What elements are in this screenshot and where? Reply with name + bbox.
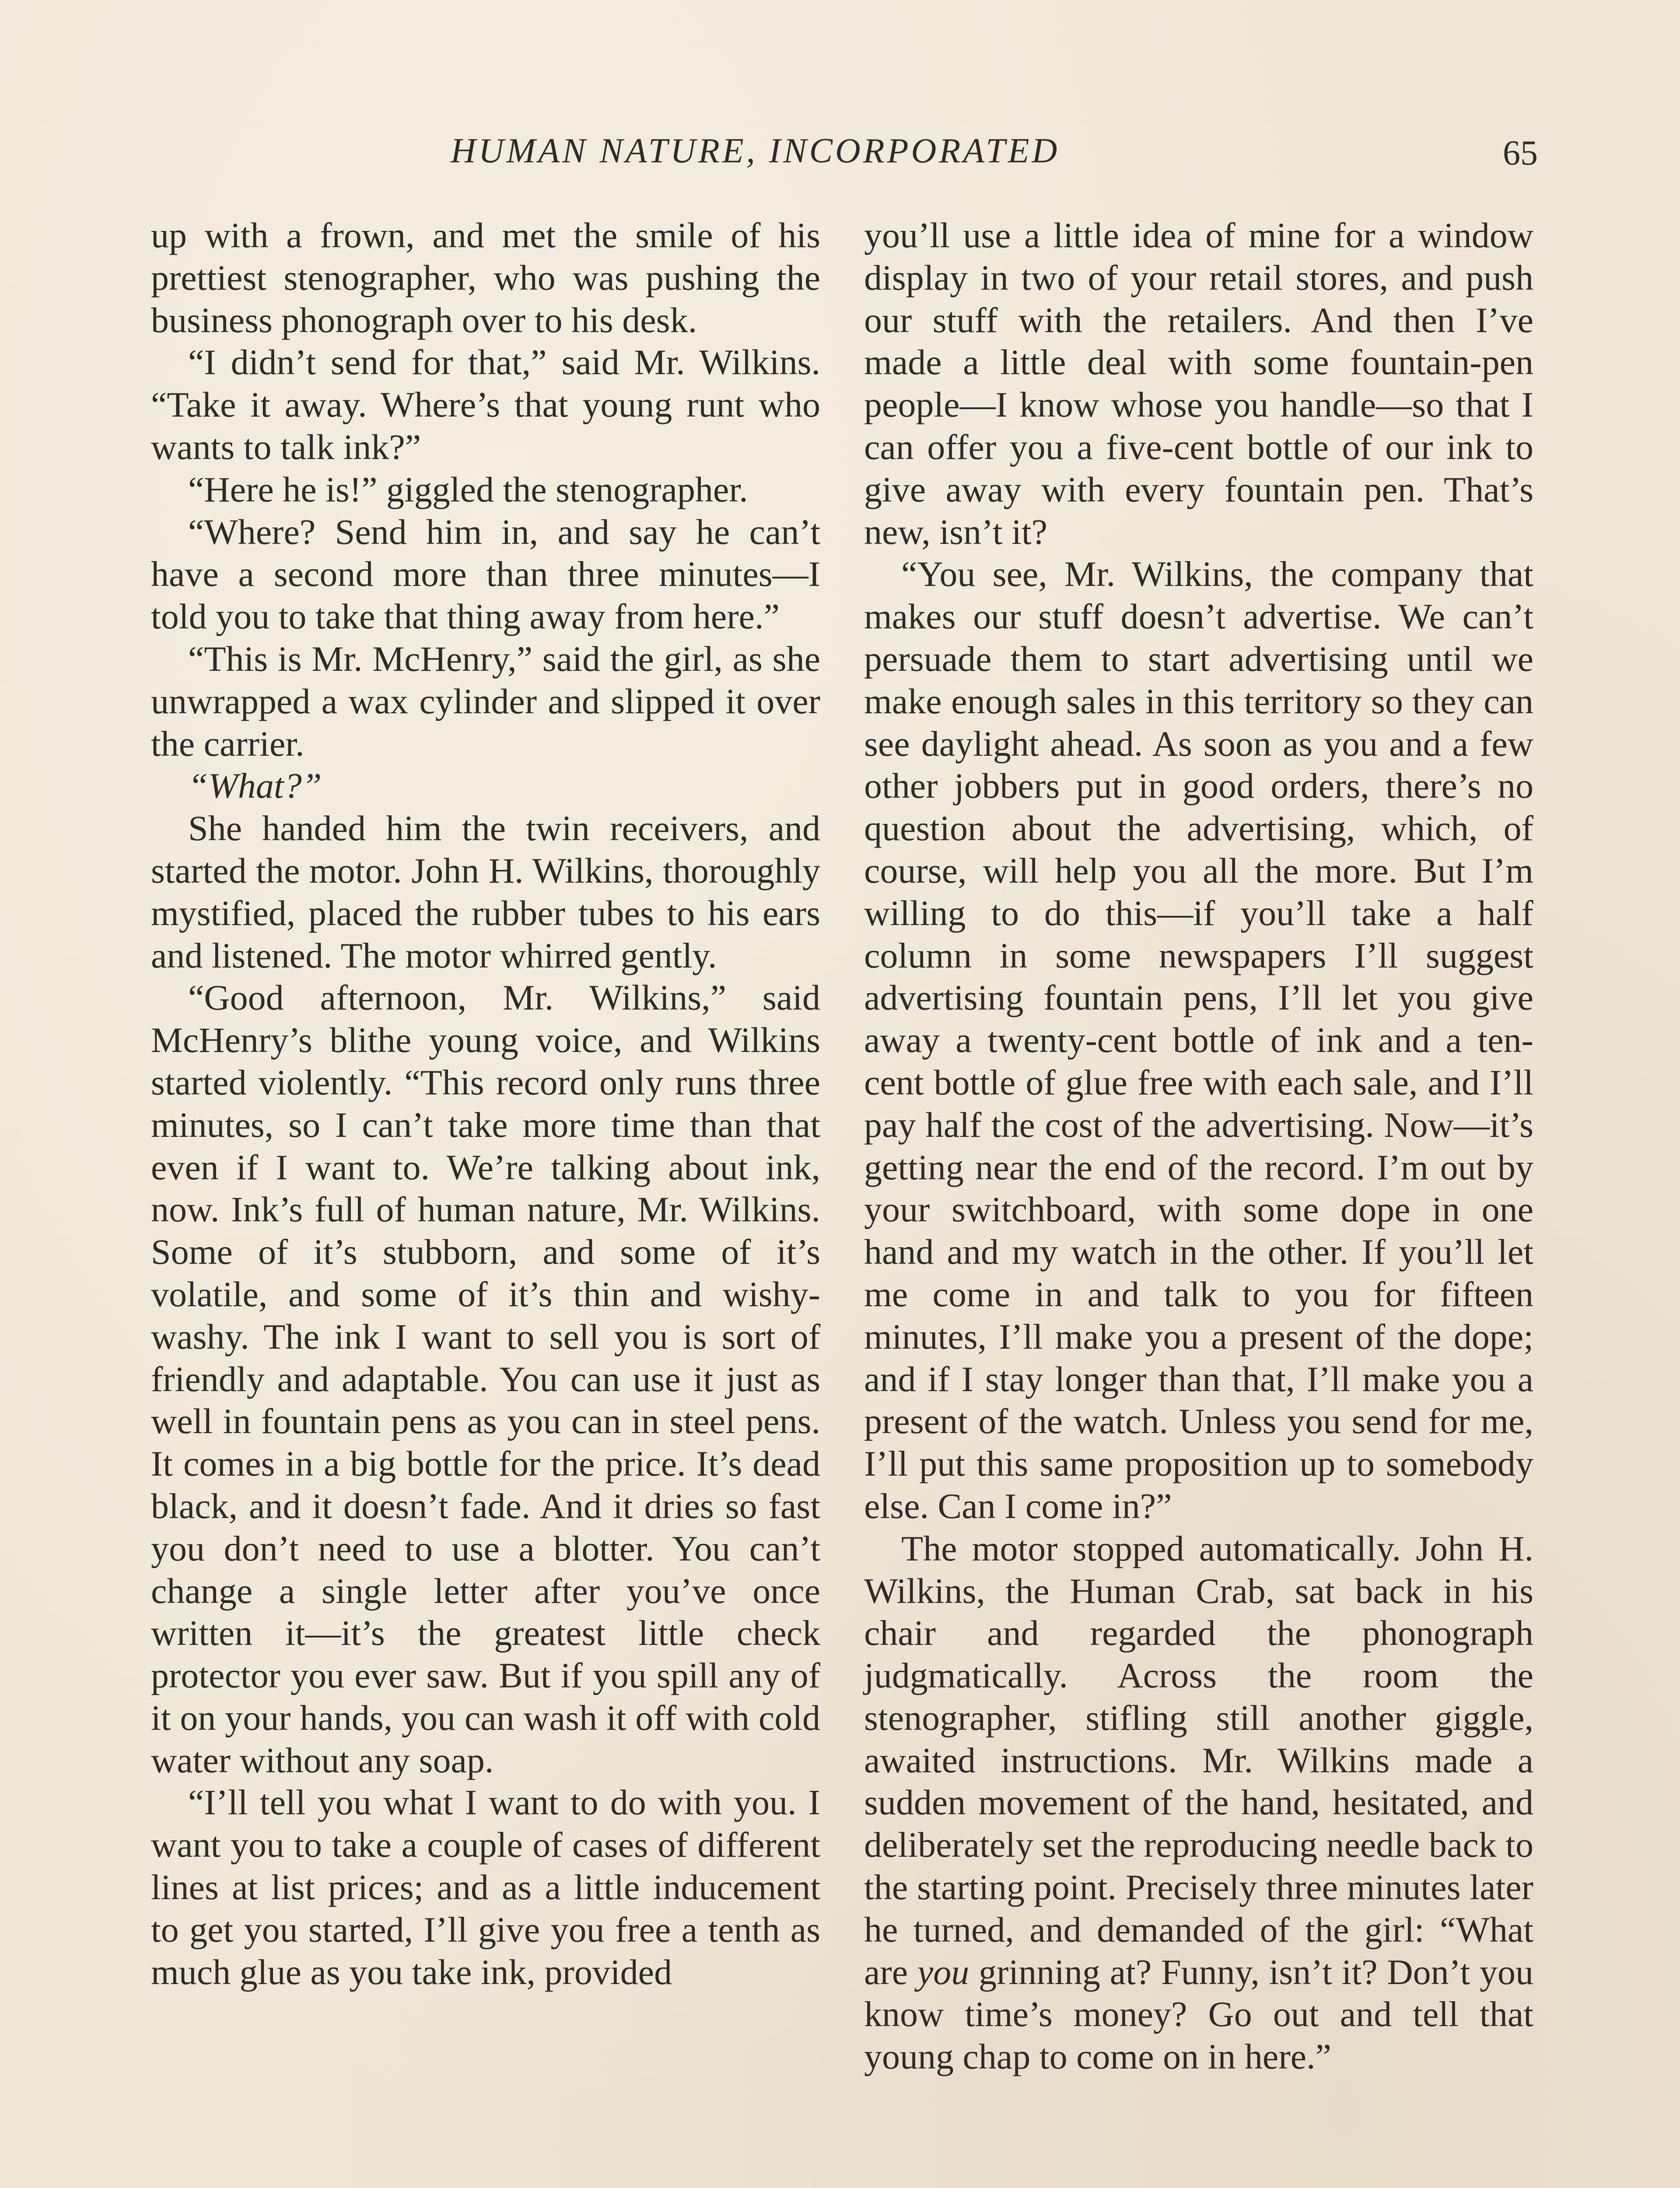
running-head: HUMAN NATURE, INCORPORATED	[451, 132, 1060, 170]
paragraph: “You see, Mr. Wilkins, the company that makes our stuff doesn’t advertise. We can’t persuade them to start advertising until we make enough sales in this territory so they can see daylight ahead. As soon as you and a few other jobbers put in good orders, there’s no question about the advertising, which, of course, will help you all the more. But I’m willing to do this—if you’ll take a half column in some newspapers I’ll suggest advertising fountain pens, I’ll let you give away a twenty-cent bottle of ink and a ten-cent bottle of glue free with each sale, and I’ll pay half the cost of the advertising. Now—it’s getting near the end of the record. I’m out by your switchboard, with some dope in one hand and my watch in the other. If you’ll let me come in and talk to you for fifteen minutes, I’ll make you a present of the dope; and if I stay longer than that, I’ll make you a present of the watch. Unless you send for me, I’ll put this same proposition up to somebody else. Can I come in?”	[864, 554, 1533, 1526]
paragraph: you’ll use a little idea of mine for a window display in two of your retail stores, and push our stuff with the retailers. And then I’ve made a little deal with some fountain-pen people—I know whose you handle—so that I can offer you a five-cent bottle of our ink to give away with every fountain pen. That’s new, isn’t it?	[864, 215, 1533, 552]
paragraph: “What?”	[188, 766, 322, 806]
page-number: 65	[1503, 134, 1538, 172]
paragraph: “I didn’t send for that,” said Mr. Wilkins. “Take it away. Where’s that young runt who wants to talk ink?”	[151, 342, 820, 467]
paragraph: “Here he is!” giggled the stenographer.	[188, 469, 748, 509]
paragraph: up with a frown, and met the smile of his prettiest stenographer, who was pushing the business phonograph over to his desk.	[151, 215, 820, 340]
left-column	[151, 214, 820, 1993]
paragraph: The motor stopped automatically. John H. Wilkins, the Human Crab, sat back in his chair and regarded the phonograph judgmatically. Across the room the stenographer, stifling still another giggle, awaited instructions. Mr. Wilkins made a sudden movement of the hand, hesitated, and deliberately set the reproducing needle back to the starting point. Precisely three minutes later he turned, and demanded of the girl: “What are you grinning at? Funny, isn’t it? Don’t you know time’s money? Go out and tell that young chap to come on in here.”	[864, 1528, 1534, 2077]
paragraph: “Good afternoon, Mr. Wilkins,” said McHenry’s blithe young voice, and Wilkins started violently. “This record only runs three minutes, so I can’t take more time than that even if I want to. We’re talking about ink, now. Ink’s full of human nature, Mr. Wilkins. Some of it’s stubborn, and some of it’s volatile, and some of it’s thin and wishy-washy. The ink I want to sell you is sort of friendly and adaptable. You can use it just as well in fountain pens as you can in steel pens. It comes in a big bottle for the price. It’s dead black, and it doesn’t fade. And it dries so fast you don’t need to use a blotter. You can’t change a single letter after you’ve once written it—it’s the greatest little check protector you ever saw. But if you spill any of it on your hands, you can wash it off with cold water without any soap.	[151, 978, 820, 1780]
right-column	[864, 214, 1533, 2078]
paragraph: “This is Mr. McHenry,” said the girl, as she unwrapped a wax cylinder and slipped it over the carrier.	[151, 638, 820, 764]
paragraph: She handed him the twin receivers, and started the motor. John H. Wilkins, thoroughly mystified, placed the rubber tubes to his ears and listened. The motor whirred gently.	[151, 808, 820, 975]
emphasized-word: you	[917, 1952, 970, 1992]
paragraph: “Where? Send him in, and say he can’t have a second more than three minutes—I told you to take that thing away from here.”	[151, 512, 820, 637]
paragraph: “I’ll tell you what I want to do with you. I want you to take a couple of cases of different lines at list prices; and as a little inducement to get you started, I’ll give you free a tenth as much glue as you take ink, provided	[151, 1782, 820, 1992]
